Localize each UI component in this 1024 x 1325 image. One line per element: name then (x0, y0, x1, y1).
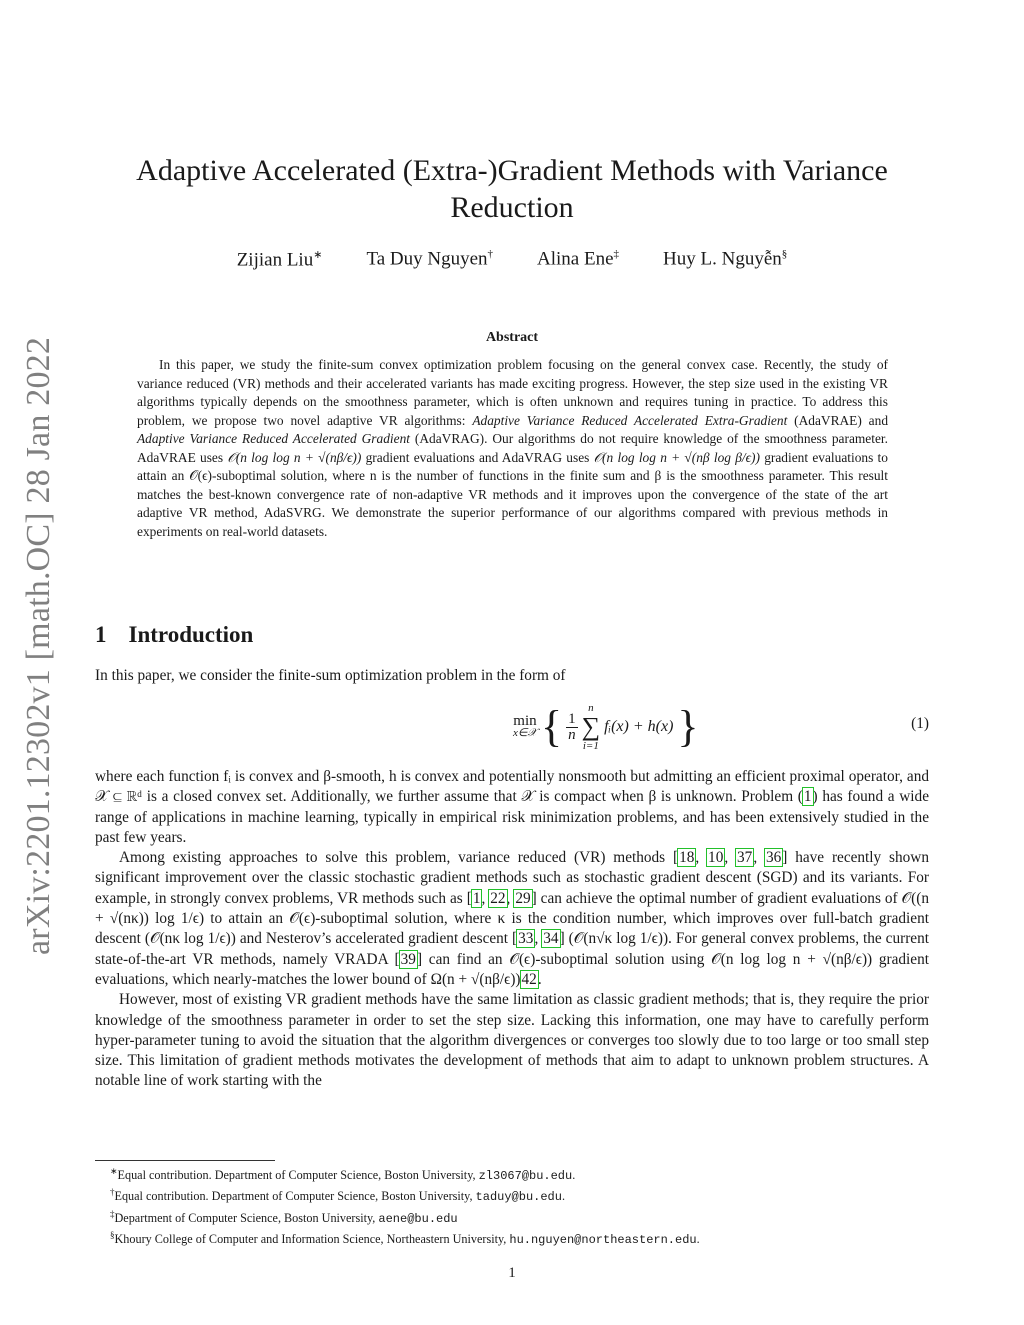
citation-link[interactable]: 18 (679, 849, 695, 867)
arxiv-stamp: arXiv:2201.12302v1 [math.OC] 28 Jan 2022 (20, 336, 57, 955)
citation-link[interactable]: 22 (490, 889, 506, 907)
citation-link[interactable]: 34 (543, 930, 559, 948)
email-link[interactable]: zl3067@bu.edu (478, 1169, 573, 1184)
title-line-1: Adaptive Accelerated (Extra-)Gradient Methods with Variance (136, 154, 888, 187)
intro-paragraph: In this paper, we consider the finite-sum optimization problem in the form of (95, 667, 566, 684)
page-number: 1 (508, 1265, 516, 1281)
footnote: †Equal contribution. Department of Computer Science, Boston University, taduy@bu.edu. (110, 1187, 566, 1205)
equation-1 (95, 697, 929, 757)
paper-title (100, 152, 924, 226)
author: Huy L. Nguyễn§ (663, 248, 788, 270)
abstract-text: In this paper, we study the finite-sum convex optimization problem focusing on the general convex case. Recently, the study of variance reduced (VR) methods and their accelerated variants has made exciting progress. However, the step size used in the existing VR algorithms typically depends on the smoothness parameter, which is often unknown and requires tuning in practice. To address this problem, we propose two novel adaptive VR algorithms: Adaptive Variance Reduced Accelerated Extra-Gradient (AdaVRAE) and Adaptive Variance Reduced Accelerated Gradient (AdaVRAG). Our algorithms do not require knowledge of the smoothness parameter. AdaVRAE uses 𝒪(n log log n + √(nβ/ϵ)) gradient evaluations and AdaVRAG uses 𝒪(n log log n + √(nβ log β/ϵ)) gradient evaluations to attain an 𝒪(ϵ)-suboptimal solution, where n is the number of functions in the finite sum and β is the smoothness parameter. This result matches the best-known convergence rate of non-adaptive VR methods and it improves upon the convergence of the state of the art adaptive VR method, AdaSVRG. We demonstrate the superior performance of our algorithms compared with previous methods in experiments on real-world datasets. (137, 357, 889, 539)
citation-link[interactable]: 1 (472, 889, 481, 907)
algorithm-name: Adaptive Variance Reduced Accelerated Extra-Gradient (472, 412, 788, 428)
footnotes (110, 1163, 930, 1248)
citation-link[interactable]: 29 (515, 889, 531, 907)
abstract-heading: Abstract (485, 330, 539, 345)
section-heading: 1 Introduction (95, 622, 254, 647)
citation-link[interactable]: 10 (708, 849, 724, 867)
email-link[interactable]: aene@bu.edu (378, 1211, 458, 1226)
citation-link[interactable]: 36 (765, 849, 782, 867)
author-list (100, 248, 924, 271)
citation-link[interactable]: 33 (518, 930, 534, 948)
email-link[interactable]: taduy@bu.edu (475, 1190, 562, 1205)
complexity-formula: 𝒪(n log log n + √(nβ log β/ϵ)) (593, 449, 760, 465)
footnote: ‡Department of Computer Science, Boston University, aene@bu.edu (110, 1208, 458, 1226)
citation-link[interactable]: 37 (737, 849, 753, 867)
footnote: §Khoury College of Computer and Information Science, Northeastern University, hu.nguyen@northeastern.edu. (110, 1229, 700, 1247)
citation-link[interactable]: 39 (400, 950, 416, 968)
footnote-rule (95, 1160, 275, 1161)
footnote: ∗Equal contribution. Department of Computer Science, Boston University, zl3067@bu.edu. (110, 1166, 576, 1184)
body-paragraph: where each function fᵢ is convex and β-smooth, h is convex and potentially nonsmooth but admitting an efficient proximal operator, and 𝒳 ⊆ ℝᵈ is a closed convex set. Additionally, we further assume that 𝒳 is compact when β is unknown. Problem (1) has found a wide range of applications in machine learning, typically in empirical risk minimization problems, and has been extensively studied in the past few years. Among existing approaches to solve this problem, variance reduced (VR) methods [18, 10, 37, 36] have recently shown significant improvement over the classic stochastic gradient methods such as stochastic gradient descent (SGD) and its variants. For example, in strongly convex problems, VR methods such as [1, 22, 29] can achieve the optimal number of gradient evaluations of 𝒪((n + √(nκ)) log 1/ϵ) to attain an 𝒪(ϵ)-suboptimal solution, where κ is the condition number, which improves over full-batch gradient descent (𝒪(nκ log 1/ϵ)) and Nesterov’s accelerated gradient descent [33, 34] (𝒪(n√κ log 1/ϵ)). For general convex problems, the current state-of-the-art VR methods, namely VRADA [39] can find an 𝒪(ϵ)-suboptimal solution using 𝒪(n log log n + √(nβ/ϵ)) gradient evaluations, which nearly-matches the lower bound of Ω(n + √(nβ/ϵ))42. However, most of existing VR gradient methods have the same limitation as classic gradient methods; that is, they require the prior knowledge of the smoothness parameter in order to set the step size. Lacking this information, one may have to carefully perform hyper-parameter tuning to avoid the situation that the algorithm divergences or converges too slowly due to too large or too small step size. This limitation of gradient methods motivates the development of methods that aim to adapt to unknown problem structures. A notable line of work starting with the (95, 768, 929, 1090)
author: Alina Ene‡ (537, 248, 620, 270)
equation-number: (1) (911, 715, 929, 732)
equation-expression: min x∈𝒳 { $\frac{1}{n}$ n ∑ i=1 fᵢ(x) + h(x) } (513, 702, 699, 752)
author: Zijian Liu∗ (236, 249, 323, 271)
complexity-formula: 𝒪(n log log n + √(nβ/ϵ)) (227, 449, 362, 465)
title-line-2: Reduction (450, 191, 574, 224)
citation-link[interactable]: 42 (521, 970, 537, 988)
author: Ta Duy Nguyen† (366, 248, 494, 270)
email-link[interactable]: hu.nguyen@northeastern.edu (509, 1232, 697, 1247)
algorithm-name: Adaptive Variance Reduced Accelerated Gradient (137, 431, 410, 446)
equation-ref-link[interactable]: 1 (803, 788, 812, 806)
